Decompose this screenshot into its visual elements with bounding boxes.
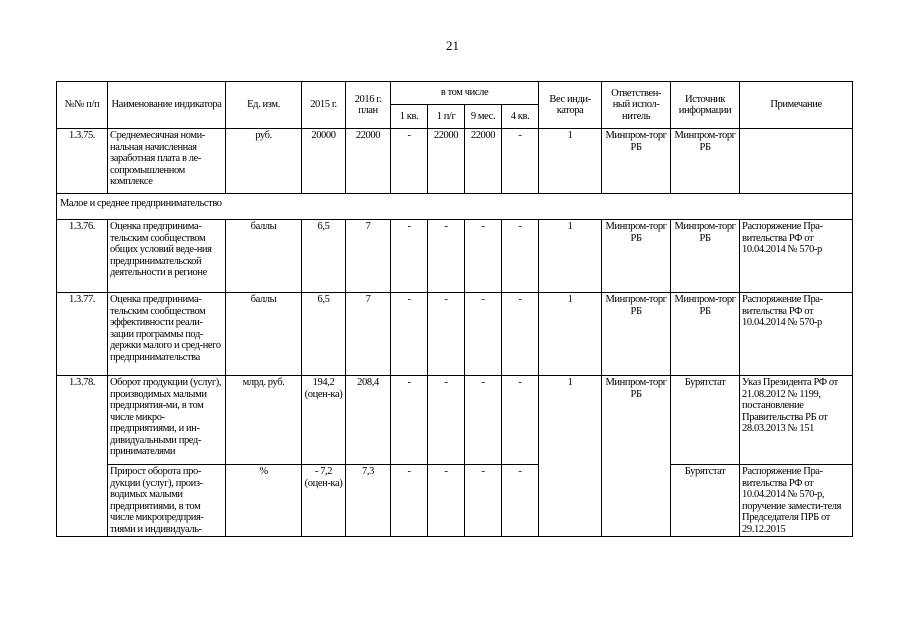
row-note: Распоряжение Пра-вительства РФ от 10.04.2014 № 570-р, поручение замести-теля Председателя ПРБ от 29.12.2015: [740, 465, 853, 537]
row-unit: руб.: [226, 129, 302, 194]
row-q1: -: [391, 293, 428, 376]
row-source: Бурятстат: [671, 376, 740, 465]
col-header-q1: 1 кв.: [391, 105, 428, 129]
row-2015: 194,2 (оцен-ка): [302, 376, 346, 465]
row-h1: -: [428, 465, 465, 537]
col-header-9m: 9 мес.: [465, 105, 502, 129]
row-h1: -: [428, 376, 465, 465]
row-q4: -: [502, 293, 539, 376]
row-name: Оценка предпринима-тельским сообществом общих условий веде-ния предпринимательской деятельности в регионе: [108, 220, 226, 293]
table-row: [57, 376, 853, 465]
row-2016: 7: [346, 220, 391, 293]
row-note: [740, 129, 853, 194]
row-q1: -: [391, 220, 428, 293]
row-num: 1.3.77.: [57, 293, 108, 376]
table-row: [57, 293, 853, 376]
row-9m: -: [465, 465, 502, 537]
row-q4: -: [502, 129, 539, 194]
row-2015: 6,5: [302, 220, 346, 293]
section-title: Малое и среднее предпринимательство: [57, 194, 853, 220]
row-q4: -: [502, 465, 539, 537]
row-source: Минпром-торг РБ: [671, 293, 740, 376]
row-2015: 20000: [302, 129, 346, 194]
col-header-note: Примечание: [740, 82, 853, 129]
row-note: Распоряжение Пра-вительства РФ от 10.04.2014 № 570-р: [740, 220, 853, 293]
row-name: Оценка предпринима-тельским сообществом эффективности реали-зации программы под-держки малого и сред-него предпринимательства: [108, 293, 226, 376]
row-weight: 1: [539, 293, 602, 376]
col-header-h1: 1 п/г: [428, 105, 465, 129]
row-source: Минпром-торг РБ: [671, 129, 740, 194]
row-name: Оборот продукции (услуг), производимых малыми предприятия-ми, в том числе микро-предприятиями, и ин-дивидуальными пред-принимателями: [108, 376, 226, 465]
header-row: [57, 82, 853, 105]
row-q4: -: [502, 376, 539, 465]
row-q1: -: [391, 465, 428, 537]
col-header-including: в том числе: [391, 82, 539, 105]
section-row: [57, 194, 853, 220]
col-header-weight: Вес инди-катора: [539, 82, 602, 129]
row-weight: 1: [539, 129, 602, 194]
row-9m: 22000: [465, 129, 502, 194]
page-number: 21: [446, 38, 459, 53]
row-unit: млрд. руб.: [226, 376, 302, 465]
col-header-2015: 2015 г.: [302, 82, 346, 129]
row-responsible: Минпром-торг РБ: [602, 220, 671, 293]
row-9m: -: [465, 220, 502, 293]
row-2016: 7: [346, 293, 391, 376]
row-9m: -: [465, 376, 502, 465]
row-unit: баллы: [226, 293, 302, 376]
row-num: 1.3.76.: [57, 220, 108, 293]
col-header-2016: 2016 г. план: [346, 82, 391, 129]
row-name: Среднемесячная номи-нальная начисленная заработная плата в ле-сопромышленном комплексе: [108, 129, 226, 194]
table-row: [57, 465, 853, 537]
row-responsible: Минпром-торг РБ: [602, 129, 671, 194]
row-source: Бурятстат: [671, 465, 740, 537]
row-2016: 22000: [346, 129, 391, 194]
row-h1: -: [428, 293, 465, 376]
row-2016: 7,3: [346, 465, 391, 537]
row-responsible: Минпром-торг РБ: [602, 293, 671, 376]
row-note: Распоряжение Пра-вительства РФ от 10.04.2014 № 570-р: [740, 293, 853, 376]
col-header-name: Наименование индикатора: [108, 82, 226, 129]
row-source: Минпром-торг РБ: [671, 220, 740, 293]
row-h1: 22000: [428, 129, 465, 194]
row-unit: %: [226, 465, 302, 537]
col-header-q4: 4 кв.: [502, 105, 539, 129]
row-q4: -: [502, 220, 539, 293]
row-h1: -: [428, 220, 465, 293]
row-weight: 1: [539, 376, 602, 537]
col-header-unit: Ед. изм.: [226, 82, 302, 129]
row-q1: -: [391, 376, 428, 465]
col-header-source: Источник информации: [671, 82, 740, 129]
row-2015: 6,5: [302, 293, 346, 376]
row-9m: -: [465, 293, 502, 376]
row-unit: баллы: [226, 220, 302, 293]
row-num: 1.3.75.: [57, 129, 108, 194]
row-note: Указ Президента РФ от 21.08.2012 № 1199, постановление Правительства РБ от 28.03.2013 № 151: [740, 376, 853, 465]
col-header-responsible: Ответствен-ный испол-нитель: [602, 82, 671, 129]
table-row: [57, 220, 853, 293]
row-q1: -: [391, 129, 428, 194]
col-header-num: №№ п/п: [57, 82, 108, 129]
indicators-table: [56, 81, 853, 537]
row-name: Прирост оборота про-дукции (услуг), произ-водимых малыми предприятиями, в том числе микропредприя-тиями и индивидуаль-: [108, 465, 226, 537]
row-2016: 208,4: [346, 376, 391, 465]
row-2015: - 7,2 (оцен-ка): [302, 465, 346, 537]
row-responsible: Минпром-торг РБ: [602, 376, 671, 537]
table-row: [57, 129, 853, 194]
row-weight: 1: [539, 220, 602, 293]
row-num: 1.3.78.: [57, 376, 108, 537]
